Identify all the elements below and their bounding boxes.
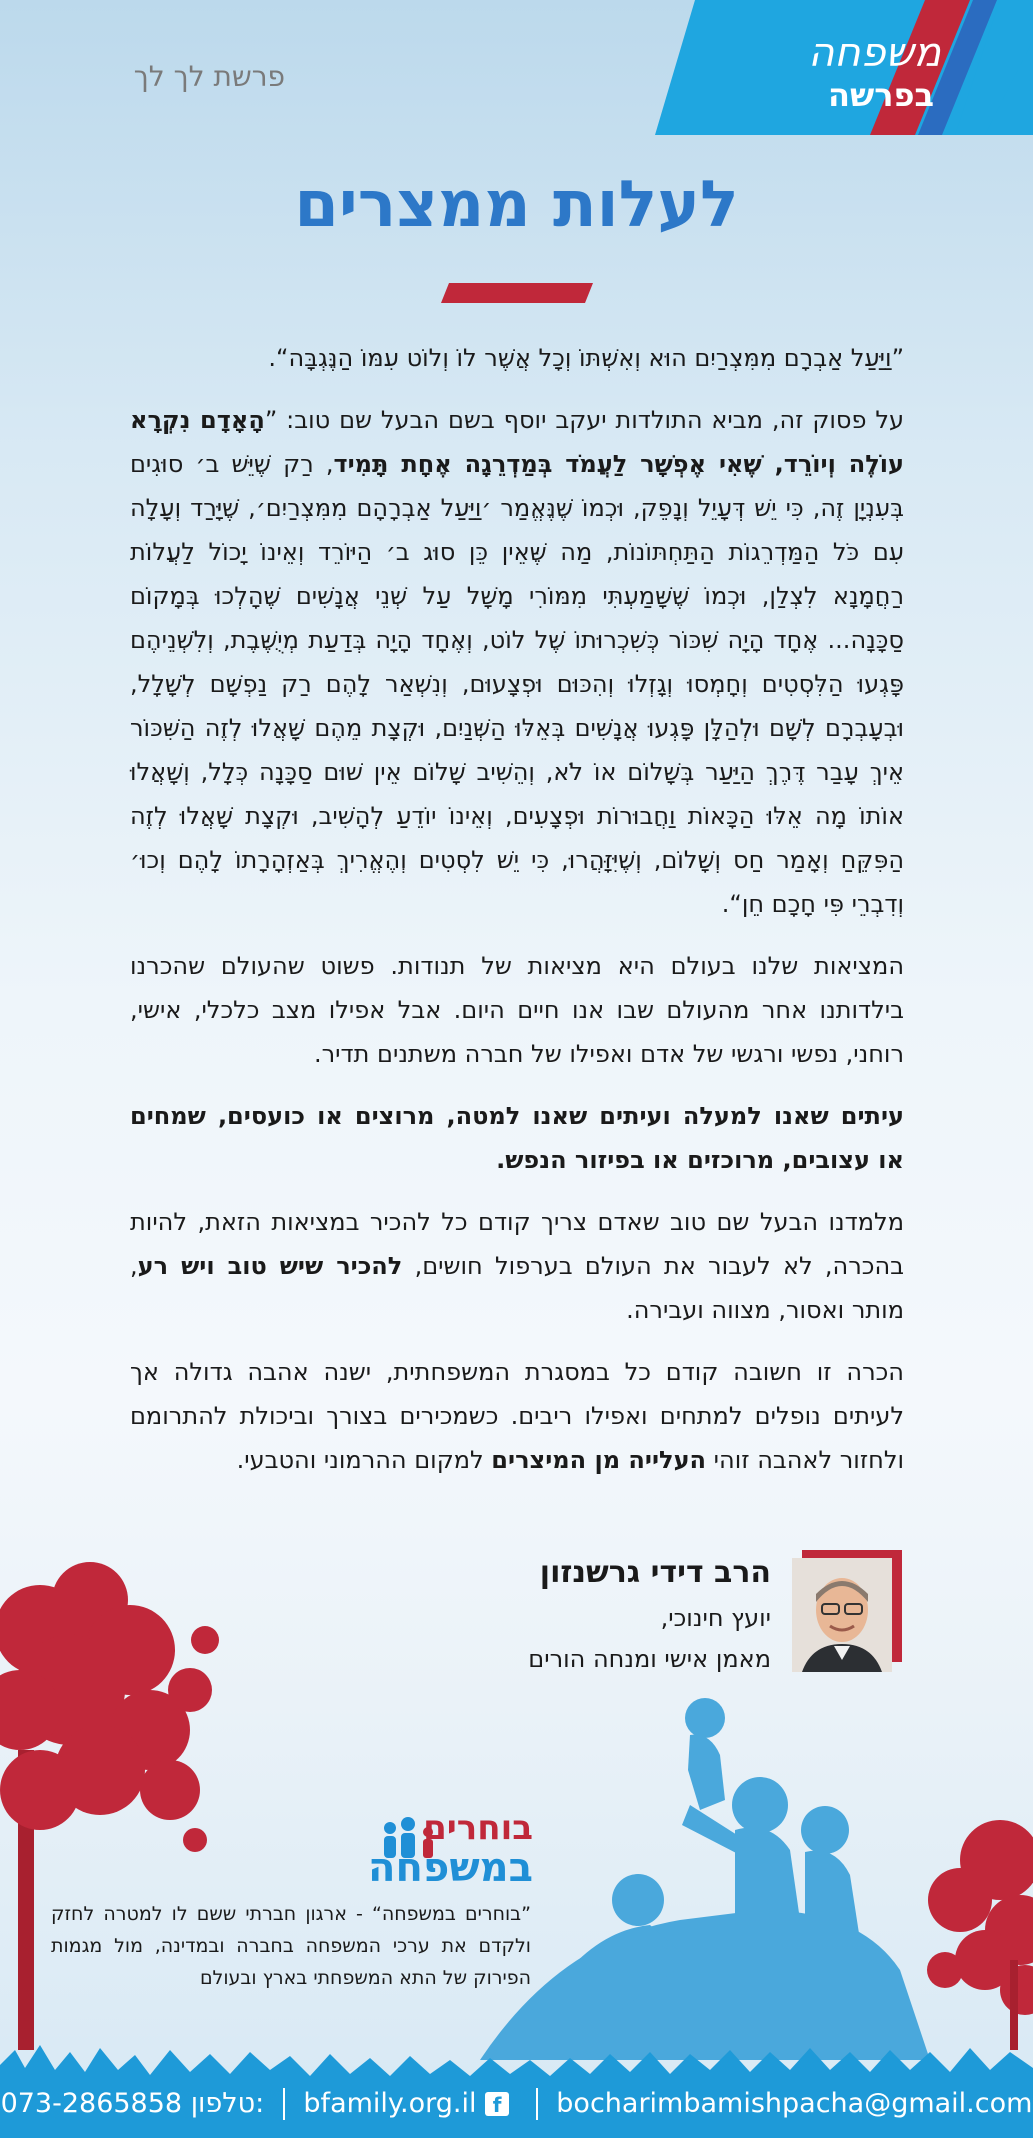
parasha-label: פרשת לך לך — [133, 60, 285, 93]
besht-intro: על פסוק זה, מביא התולדות יעקב יוסף בשם הבעל שם טוב: ” — [264, 406, 904, 434]
family-text-b: למקום ההרמוני והטבעי. — [236, 1446, 492, 1474]
logo-word-parasha: בפרשה — [827, 76, 935, 114]
family-silhouette — [480, 1698, 930, 2060]
author-role-coach: מאמן אישי ומנחה הורים — [528, 1645, 771, 1673]
recognize-text-b: , מותר ואסור, מצווה ועבירה. — [130, 1252, 904, 1324]
logo-word-family: משפחה — [808, 30, 941, 76]
article-paragraph-ups-downs — [130, 1094, 904, 1182]
footer-email[interactable]: bocharimbamishpacha@gmail.com — [556, 2088, 1033, 2119]
right-tree — [927, 1820, 1033, 2050]
footer-phone[interactable]: 073-2865858 — [0, 2088, 183, 2119]
article-paragraph-besht — [130, 398, 904, 926]
family-text-a: הכרה זו חשובה קודם כל במסגרת המשפחתית, ישנה אהבה גדולה אך לעיתים נופלים למתחים ואפילו ריבים. כשמכירים בצורך וביכולת להתרומם ולחזור לאהבה זוהי — [130, 1358, 904, 1474]
article-paragraph-quote — [130, 336, 904, 380]
author-name: הרב דידי גרשנזון — [539, 1555, 771, 1590]
facebook-icon[interactable]: f — [485, 2092, 509, 2116]
author-role-educational: יועץ חינוכי, — [660, 1604, 771, 1632]
org-name-line2: במשפחה — [368, 1845, 533, 1891]
reality-text: המציאות שלנו בעולם היא מציאות של תנודות. פשוט שהעולם שהכרנו בילדותנו אחר מהעולם שבו אנו חיים היום. אבל אפילו מצב כלכלי, אישי, רוחני, נפשי ורגשי של אדם ואפילו של חברה משתנים תדיר. — [130, 952, 904, 1068]
article-paragraph-recognize — [130, 1200, 904, 1332]
page-title: לעלות ממצרים — [294, 168, 739, 242]
org-description: ”בוחרים במשפחה“ - ארגון חברתי ששם לו למטרה לחזק ולקדם את ערכי המשפחה בחברה ובמדינה, מול מגמות הפירוק של התא המשפחתי בארץ ובעולם — [51, 1903, 531, 1989]
article-paragraph-reality — [130, 944, 904, 1076]
footer-contact-line — [0, 2087, 1033, 2120]
org-name-line1: בוחרים — [423, 1808, 533, 1848]
verse-quote: ”וַיַּעַל אַבְרָם מִמִּצְרַיִם הוּא וְאִשְׁתּוֹ וְכָל אֲשֶׁר לוֹ וְלוֹט עִמּוֹ הַנֶּגְבָּה“. — [268, 344, 904, 372]
title-underline-bar — [441, 283, 593, 303]
recognize-text-a: מלמדנו הבעל שם טוב שאדם צריך קודם כל להכיר במציאות הזאת, להיות בהכרה, לא לעבור את העולם בערפול חושים, — [130, 1208, 904, 1280]
footer-divider — [283, 2088, 285, 2120]
article-paragraph-family — [130, 1350, 904, 1482]
besht-bold-quote: הָאָדָם נִקְרָא עוֹלֶה וְיוֹרֵד, שֶׁאִי אֶפְשָׁר לַעֲמֹד בְּמַדְרֵגָה אֶחָת תָּמִיד — [130, 406, 904, 478]
footer-phone-label: טלפון: — [190, 2088, 265, 2119]
ups-downs-text: עיתים שאנו למעלה ועיתים שאנו למטה, מרוצים או כועסים, שמחים או עצובים, מרוכזים או בפיזור הנפש. — [130, 1102, 904, 1174]
author-photo — [792, 1550, 902, 1672]
family-bold: העלייה מן המיצרים — [491, 1446, 707, 1474]
footer-website[interactable]: bfamily.org.il — [303, 2088, 477, 2119]
besht-quote-rest: , רַק שֶׁיֵּשׁ ב׳ סוּגִים בְּעִנְיָן זֶה, כִּי יֵשׁ דְּעָיֵל וְנָפֵק, וּכְמוֹ שֶׁנֶּאֱמַר ׳וַיַּעַל אַבְרָהָם מִמִּצְרַיִם׳, שֶׁיָּרַד וְעָלָה עִם כֹּל הַמַּדְרֵגוֹת הַתַּחְתּוֹנוֹת, מַה שֶּׁאֵין כֵּן סוּג ב׳ הַיּוֹרֵד וְאֵינוֹ יָכוֹל לַעֲלוֹת רַחֲמָנָא לִצְלַן, וּכְמוֹ שֶׁשָּׁמַעְתִּי מִמּוֹרִי מָשָׁל עַל שְׁנֵי אֲנָשִׁים שֶׁהָלְכוּ בְּמָקוֹם סַכָּנָה... אֶחָד הָיָה שִׁכּוֹר כְּשִׁכְרוּתוֹ שֶׁל לוֹט, וְאֶחָד הָיָה בְּדַעַת מְיֻשֶּׁבֶת, וְלִשְׁנֵיהֶם פָּגְעוּ הַלִּסְטִים וְחָמְסוּ וְגָזְלוּ וְהִכּוּם וּפְצָעוּם, וְנִשְׁאַר לָהֶם רַק נַפְשָׁם לְשָׁלָל, וּבְעָבְרָם לְשָׁם וּלְהַלָּן פָּגְעוּ אֲנָשִׁים בְּאֵלּוּ הַשְּׁנַיִם, וּקְצָת מֵהֶם שָׁאֲלוּ לְזֶה הַשִּׁכּוֹר אֵיךְ עָבַר דֶּרֶךְ הַיַּעַר בְּשָׁלוֹם אוֹ לֹא, וְהֵשִׁיב שָׁלוֹם אֵין שׁוּם סַכָּנָה כְּלָל, וְשָׁאֲלוּ אוֹתוֹ מָה אֵלּוּ הַכָּאוֹת וַחֲבוּרוֹת וּפְצָעִים, וְאֵינוֹ יוֹדֵעַ לְהָשִׁיב, וּקְצָת שָׁאֲלוּ לְזֶה הַפִּקֵּחַ וְאָמַר חַס וְשָׁלוֹם, וְשֶׁיִּזָּהֲרוּ, כִּי יֵשׁ לִסְטִים וְהֶאֱרִיךְ בְּאַזְהָרָתוֹ לָהֶם וְכוּ׳ וְדִבְרֵי פִּי חָכָם חֵן“. — [130, 450, 904, 918]
article-body — [130, 336, 904, 1500]
footer-divider — [536, 2088, 538, 2120]
recognize-bold: להכיר שיש טוב ויש רע — [137, 1252, 403, 1280]
series-logo — [655, 0, 1033, 135]
